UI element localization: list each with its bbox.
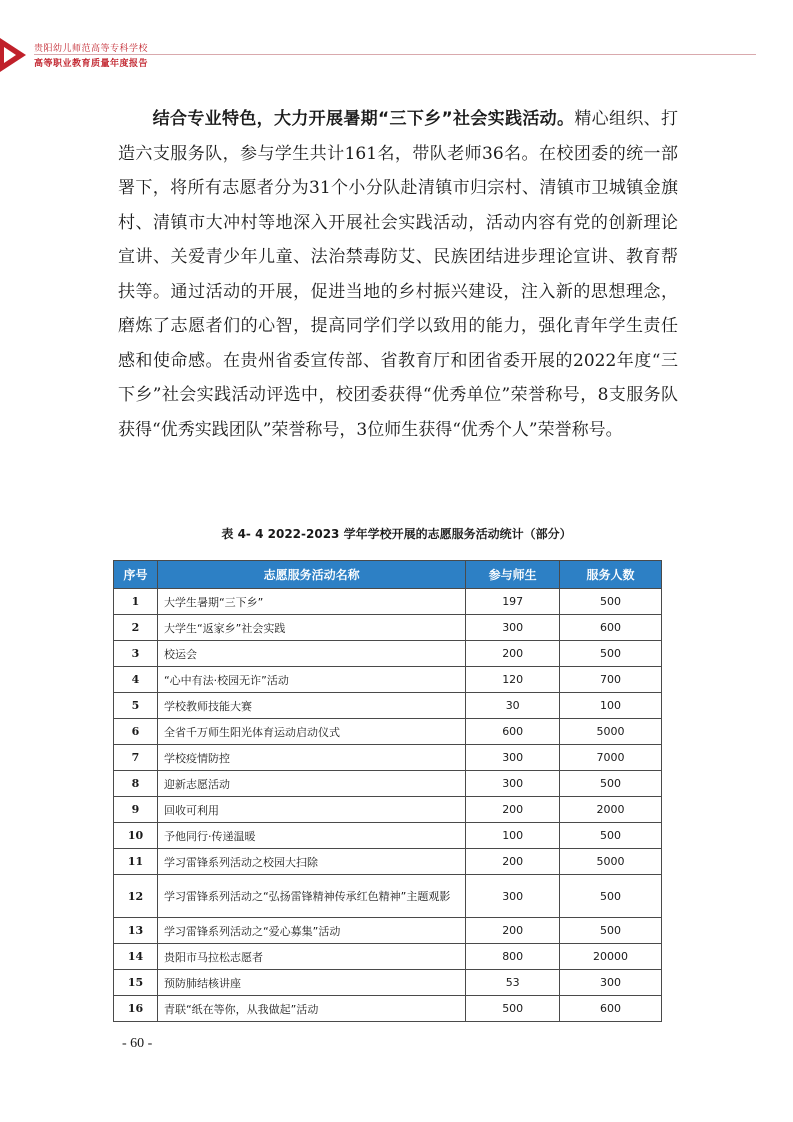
cell-participants: 500	[466, 996, 560, 1022]
cell-served: 5000	[560, 849, 662, 875]
cell-served: 500	[560, 918, 662, 944]
cell-participants: 30	[466, 693, 560, 719]
cell-activity-name: “心中有法·校园无诈”活动	[157, 667, 465, 693]
paragraph-body: 精心组织、打造六支服务队，参与学生共计161名，带队老师36名。在校团委的统一部署下，将所有志愿者分为31个小分队赴清镇市归宗村、清镇市卫城镇金旗村、清镇市大冲村等地深入开展社会实践活动，活动内容有党的创新理论宣讲、关爱青少年儿童、法治禁毒防艾、民族团结进步理论宣讲、教育帮扶等。通过活动的开展，促进当地的乡村振兴建设，注入新的思想理念，磨炼了志愿者们的心智，提高同学们学以致用的能力，强化青年学生责任感和使命感。在贵州省委宣传部、省教育厅和团省委开展的2022年度“三下乡”社会实践活动评选中，校团委获得“优秀单位”荣誉称号，8支服务队获得“优秀实践团队”荣誉称号，3位师生获得“优秀个人”荣誉称号。	[118, 109, 679, 440]
table-row	[114, 615, 662, 641]
table-row	[114, 918, 662, 944]
cell-activity-name: 学校疫情防控	[157, 745, 465, 771]
cell-served: 100	[560, 693, 662, 719]
cell-served: 500	[560, 589, 662, 615]
table-row	[114, 719, 662, 745]
cell-index: 8	[114, 771, 158, 797]
header-school-name: 贵阳幼儿师范高等专科学校	[34, 44, 149, 54]
cell-participants: 600	[466, 719, 560, 745]
cell-index: 12	[114, 875, 158, 918]
header-divider	[34, 54, 756, 55]
cell-participants: 200	[466, 797, 560, 823]
cell-index: 14	[114, 944, 158, 970]
cell-index: 11	[114, 849, 158, 875]
cell-served: 500	[560, 771, 662, 797]
cell-served: 5000	[560, 719, 662, 745]
cell-index: 16	[114, 996, 158, 1022]
cell-served: 600	[560, 615, 662, 641]
cell-index: 2	[114, 615, 158, 641]
header-report-title: 高等职业教育质量年度报告	[34, 59, 149, 69]
cell-index: 13	[114, 918, 158, 944]
cell-participants: 197	[466, 589, 560, 615]
cell-activity-name: 学校教师技能大赛	[157, 693, 465, 719]
table-row	[114, 875, 662, 918]
table-row	[114, 823, 662, 849]
cell-served: 600	[560, 996, 662, 1022]
table-row	[114, 944, 662, 970]
table-row	[114, 970, 662, 996]
cell-participants: 53	[466, 970, 560, 996]
cell-served: 300	[560, 970, 662, 996]
cell-index: 10	[114, 823, 158, 849]
cell-served: 2000	[560, 797, 662, 823]
cell-participants: 200	[466, 918, 560, 944]
column-header-activity: 志愿服务活动名称	[157, 561, 465, 589]
table-row	[114, 996, 662, 1022]
table-caption: 表 4- 4 2022-2023 学年学校开展的志愿服务活动统计（部分）	[221, 527, 572, 541]
column-header-index: 序号	[114, 561, 158, 589]
cell-served: 700	[560, 667, 662, 693]
cell-activity-name: 予他同行·传递温暖	[157, 823, 465, 849]
table-row	[114, 745, 662, 771]
cell-served: 500	[560, 875, 662, 918]
cell-participants: 300	[466, 615, 560, 641]
cell-index: 4	[114, 667, 158, 693]
cell-participants: 200	[466, 849, 560, 875]
cell-activity-name: 全省千万师生阳光体育运动启动仪式	[157, 719, 465, 745]
cell-activity-name: 回收可利用	[157, 797, 465, 823]
cell-participants: 300	[466, 875, 560, 918]
cell-served: 7000	[560, 745, 662, 771]
column-header-participants: 参与师生	[466, 561, 560, 589]
cell-index: 3	[114, 641, 158, 667]
paragraph-lead: 结合专业特色，大力开展暑期“三下乡”社会实践活动。	[152, 109, 575, 129]
cell-served: 500	[560, 641, 662, 667]
table-row	[114, 849, 662, 875]
cell-participants: 120	[466, 667, 560, 693]
cell-served: 500	[560, 823, 662, 849]
cell-index: 6	[114, 719, 158, 745]
cell-participants: 200	[466, 641, 560, 667]
cell-index: 15	[114, 970, 158, 996]
cell-activity-name: 青联“纸在等你，从我做起”活动	[157, 996, 465, 1022]
cell-served: 20000	[560, 944, 662, 970]
table-row	[114, 693, 662, 719]
cell-participants: 300	[466, 771, 560, 797]
table-header-row	[114, 561, 662, 589]
cell-index: 9	[114, 797, 158, 823]
table-row	[114, 797, 662, 823]
cell-activity-name: 大学生暑期“三下乡”	[157, 589, 465, 615]
cell-activity-name: 大学生“返家乡”社会实践	[157, 615, 465, 641]
body-paragraph	[118, 102, 678, 447]
table-row	[114, 771, 662, 797]
header-logo-mark	[0, 38, 26, 72]
cell-activity-name: 学习雷锋系列活动之校园大扫除	[157, 849, 465, 875]
table-row	[114, 641, 662, 667]
cell-index: 7	[114, 745, 158, 771]
column-header-served: 服务人数	[560, 561, 662, 589]
cell-activity-name: 校运会	[157, 641, 465, 667]
page-number: - 60 -	[122, 1036, 153, 1051]
table-row	[114, 589, 662, 615]
table-row	[114, 667, 662, 693]
cell-activity-name: 学习雷锋系列活动之“爱心募集”活动	[157, 918, 465, 944]
cell-participants: 800	[466, 944, 560, 970]
cell-activity-name: 迎新志愿活动	[157, 771, 465, 797]
cell-index: 5	[114, 693, 158, 719]
cell-participants: 100	[466, 823, 560, 849]
cell-activity-name: 学习雷锋系列活动之“弘扬雷锋精神传承红色精神”主题观影	[157, 875, 465, 918]
volunteer-activity-table	[113, 560, 662, 1022]
cell-participants: 300	[466, 745, 560, 771]
cell-index: 1	[114, 589, 158, 615]
cell-activity-name: 贵阳市马拉松志愿者	[157, 944, 465, 970]
cell-activity-name: 预防肺结核讲座	[157, 970, 465, 996]
